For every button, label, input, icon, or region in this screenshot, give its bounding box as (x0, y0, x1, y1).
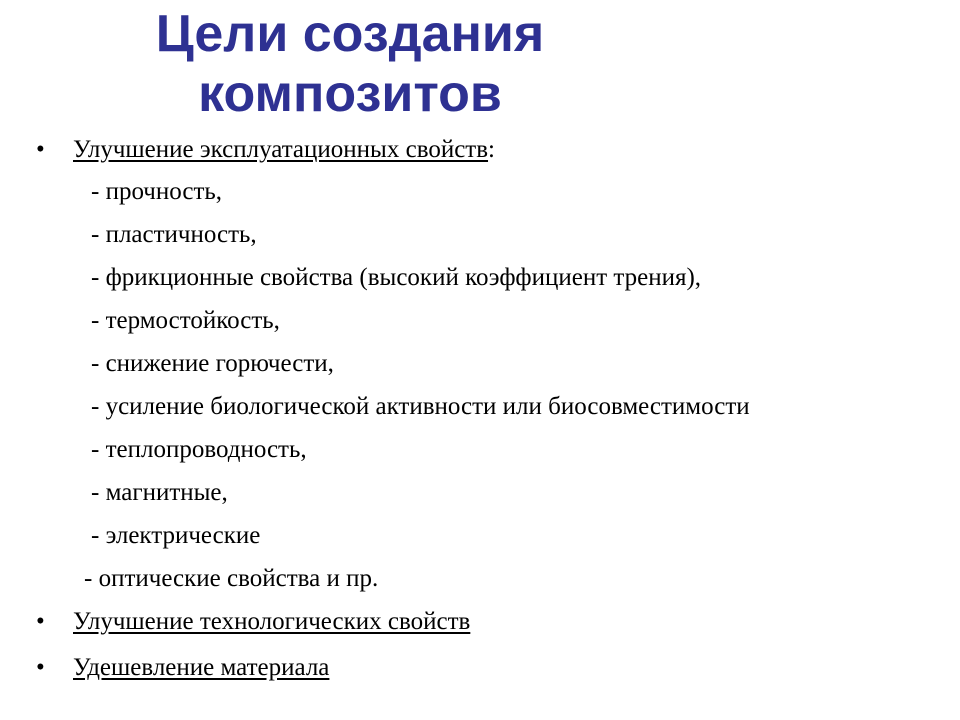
bullet-item-cost (36, 648, 946, 688)
bullet-icon: • (36, 608, 45, 635)
slide-title-line-2: композитов (198, 65, 502, 123)
list-item: - снижение горючести, (91, 350, 334, 377)
bullet-suffix: : (488, 136, 495, 163)
bullet-item-operational (36, 130, 946, 170)
list-item: - магнитные, (91, 479, 228, 506)
bullet-icon: • (36, 654, 45, 681)
list-item: - усиление биологической активности или биосовместимости (91, 393, 750, 420)
sub-list-properties (36, 170, 946, 600)
slide-title-line-1: Цели создания (155, 5, 545, 63)
bullet-label: Улучшение эксплуатационных свойств (73, 136, 489, 163)
bullet-list (36, 130, 946, 688)
bullet-text: Улучшение технологических свойств (73, 608, 471, 635)
bullet-icon: • (36, 136, 45, 163)
list-item: - прочность, (91, 178, 223, 205)
list-item: - электрические (91, 522, 261, 549)
list-item: - пластичность, (91, 221, 257, 248)
bullet-text (73, 130, 495, 170)
list-item: - термостойкость, (91, 307, 280, 334)
bullet-item-technological (36, 602, 946, 642)
slide-title (0, 4, 700, 124)
list-item: - теплопроводность, (91, 436, 307, 463)
list-item: - фрикционные свойства (высокий коэффициент трения), (91, 264, 702, 291)
bullet-text: Удешевление материала (73, 654, 330, 681)
list-item: - оптические свойства и пр. (84, 565, 379, 592)
